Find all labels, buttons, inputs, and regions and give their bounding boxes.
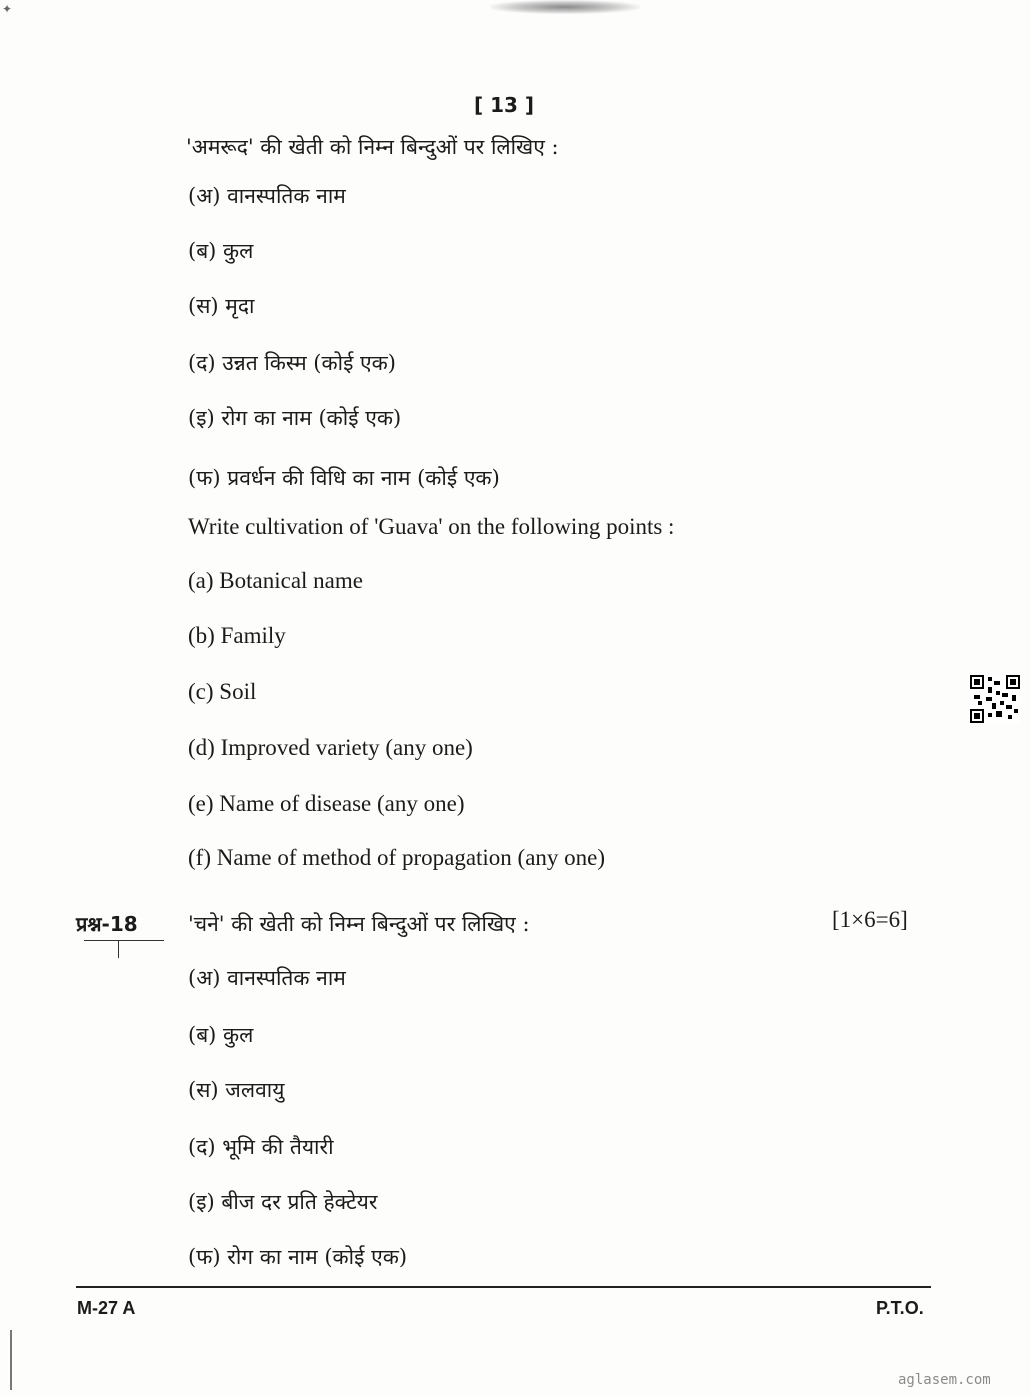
q17-hindi-item: (ब) कुल <box>188 239 254 263</box>
q17-hindi-item: (इ) रोग का नाम (कोई एक) <box>188 406 402 430</box>
q18-hindi-item: (द) भूमि की तैयारी <box>188 1135 334 1159</box>
q18-hindi-item: (इ) बीज दर प्रति हेक्टेयर <box>188 1190 378 1214</box>
paper-code: M-27 A <box>77 1298 136 1318</box>
scan-edge <box>10 1330 12 1390</box>
q17-hindi-item: (द) उन्नत किस्म (कोई एक) <box>188 351 396 375</box>
page-number: [ 13 ] <box>474 93 535 117</box>
q18-hindi-item: (अ) वानस्पतिक नाम <box>188 966 346 990</box>
qr-code-icon[interactable] <box>970 675 1020 723</box>
q17-english-item: (f) Name of method of propagation (any one) <box>188 845 606 870</box>
question-label-tick <box>118 940 119 958</box>
q18-hindi-item: (ब) कुल <box>188 1023 254 1047</box>
q18-hindi-item: (फ) रोग का नाम (कोई एक) <box>188 1245 408 1269</box>
q17-english-item: (c) Soil <box>188 679 257 704</box>
q17-hindi-item: (अ) वानस्पतिक नाम <box>188 184 346 208</box>
corner-mark: ✦ <box>2 2 13 16</box>
q18-marks: [1×6=6] <box>832 907 908 932</box>
q17-hindi-item: (स) मृदा <box>188 294 255 318</box>
q17-hindi-item: (फ) प्रवर्धन की विधि का नाम (कोई एक) <box>188 466 500 490</box>
pto-label: P.T.O. <box>876 1298 924 1318</box>
q17-english-prompt: Write cultivation of 'Guava' on the following points : <box>188 514 675 539</box>
q17-english-item: (d) Improved variety (any one) <box>188 735 473 760</box>
q17-english-item: (a) Botanical name <box>188 568 363 593</box>
q17-hindi-prompt: 'अमरूद' की खेती को निम्न बिन्दुओं पर लिखिए : <box>186 135 559 159</box>
q17-english-item: (e) Name of disease (any one) <box>188 791 465 816</box>
q18-hindi-prompt: 'चने' की खेती को निम्न बिन्दुओं पर लिखिए : <box>188 912 530 936</box>
watermark-link[interactable]: aglasem.com <box>898 1372 991 1388</box>
question-18-label: प्रश्न-18 <box>76 912 138 936</box>
footer-rule <box>76 1286 931 1288</box>
q18-hindi-item: (स) जलवायु <box>188 1078 285 1102</box>
q17-english-item: (b) Family <box>188 623 286 648</box>
scan-smudge <box>490 0 640 14</box>
question-label-underline <box>84 940 164 941</box>
